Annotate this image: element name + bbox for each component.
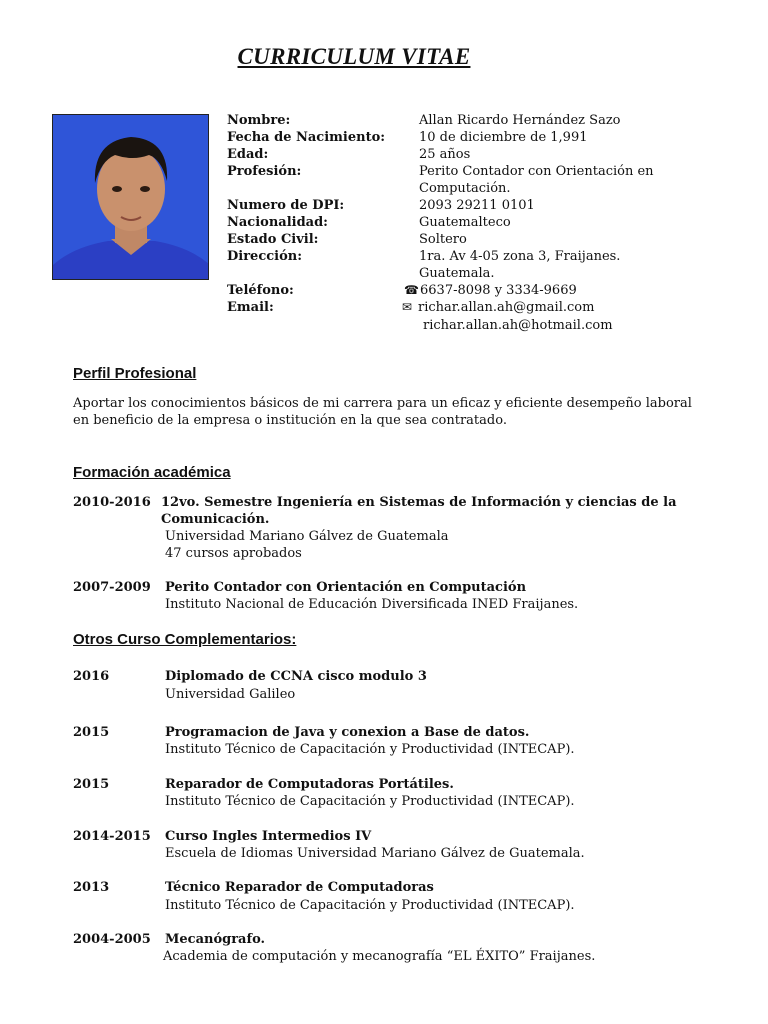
perfil-line-2: en beneficio de la empresa o institución en la que sea contratado. — [73, 413, 507, 428]
curso-year: 2015 — [73, 777, 110, 792]
value-nombre: Allan Ricardo Hernández Sazo — [419, 113, 621, 128]
value-email-1[interactable]: richar.allan.ah@gmail.com — [418, 300, 595, 315]
curso-year: 2013 — [73, 880, 110, 895]
formacion-detail-1a: Universidad Mariano Gálvez de Guatemala — [165, 529, 449, 544]
value-dpi: 2093 29211 0101 — [419, 198, 535, 213]
personal-labels — [227, 112, 385, 316]
curso-inst: Escuela de Idiomas Universidad Mariano Gálvez de Guatemala. — [165, 846, 585, 861]
curso-year: 2016 — [73, 669, 110, 684]
formacion-title-1-cont: Comunicación. — [161, 512, 270, 527]
curso-year: 2004-2005 — [73, 932, 151, 947]
value-edad: 25 años — [419, 147, 471, 162]
formacion-title-2: Perito Contador con Orientación en Computación — [165, 580, 527, 595]
label-profesion: Profesión: — [227, 164, 302, 179]
personal-values — [419, 112, 654, 282]
value-direccion: 1ra. Av 4-05 zona 3, Fraijanes. — [419, 249, 621, 264]
formacion-detail-2: Instituto Nacional de Educación Diversificada INED Fraijanes. — [165, 597, 579, 612]
value-telefono: 6637-8098 y 3334-9669 — [420, 283, 577, 298]
curso-inst: Universidad Galileo — [165, 687, 296, 702]
perfil-line-1: Aportar los conocimientos básicos de mi carrera para un eficaz y eficiente desempeño laboral — [73, 396, 692, 411]
formacion-year-1: 2010-2016 — [73, 495, 151, 510]
cv-title: CURRICULUM VITAE — [237, 44, 471, 69]
heading-formacion: Formación académica — [73, 464, 231, 481]
formacion-detail-1b: 47 cursos aprobados — [165, 546, 302, 561]
heading-cursos: Otros Curso Complementarios: — [73, 631, 297, 648]
curso-title: Reparador de Computadoras Portátiles. — [165, 777, 454, 792]
curso-title: Diplomado de CCNA cisco modulo 3 — [165, 669, 427, 684]
curso-inst: Instituto Técnico de Capacitación y Productividad (INTECAP). — [165, 898, 575, 913]
heading-perfil: Perfil Profesional — [73, 365, 197, 382]
label-dpi: Numero de DPI: — [227, 198, 345, 213]
value-profesion-cont: Computación. — [419, 181, 511, 196]
phone-icon: ☎ — [404, 283, 419, 297]
value-email-2[interactable]: richar.allan.ah@hotmail.com — [423, 318, 613, 333]
curso-year: 2014-2015 — [73, 829, 151, 844]
label-edad: Edad: — [227, 147, 269, 162]
formacion-year-2: 2007-2009 — [73, 580, 151, 595]
value-estado-civil: Soltero — [419, 232, 467, 247]
curso-title: Técnico Reparador de Computadoras — [165, 880, 434, 895]
label-fecha: Fecha de Nacimiento: — [227, 130, 386, 145]
curso-title: Mecanógrafo. — [165, 932, 266, 947]
curso-title: Curso Ingles Intermedios IV — [165, 829, 372, 844]
curso-inst: Instituto Técnico de Capacitación y Productividad (INTECAP). — [165, 742, 575, 757]
curso-title: Programacion de Java y conexion a Base de datos. — [165, 725, 530, 740]
label-estado-civil: Estado Civil: — [227, 232, 319, 247]
profile-photo — [52, 114, 209, 280]
curso-year: 2015 — [73, 725, 110, 740]
label-telefono: Teléfono: — [227, 283, 294, 298]
value-direccion-cont: Guatemala. — [419, 266, 495, 281]
label-nacionalidad: Nacionalidad: — [227, 215, 328, 230]
value-fecha: 10 de diciembre de 1,991 — [419, 130, 588, 145]
curso-inst: Academia de computación y mecanografía “EL ÉXITO” Fraijanes. — [163, 949, 596, 964]
envelope-icon: ✉ — [402, 300, 413, 314]
label-nombre: Nombre: — [227, 113, 291, 128]
phone-row — [404, 282, 577, 299]
label-direccion: Dirección: — [227, 249, 303, 264]
curso-inst: Instituto Técnico de Capacitación y Productividad (INTECAP). — [165, 794, 575, 809]
value-nacionalidad: Guatemalteco — [419, 215, 511, 230]
label-email: Email: — [227, 300, 274, 315]
value-profesion: Perito Contador con Orientación en — [419, 164, 654, 179]
formacion-title-1: 12vo. Semestre Ingeniería en Sistemas de Información y ciencias de la — [161, 495, 677, 510]
email-row — [402, 299, 594, 316]
